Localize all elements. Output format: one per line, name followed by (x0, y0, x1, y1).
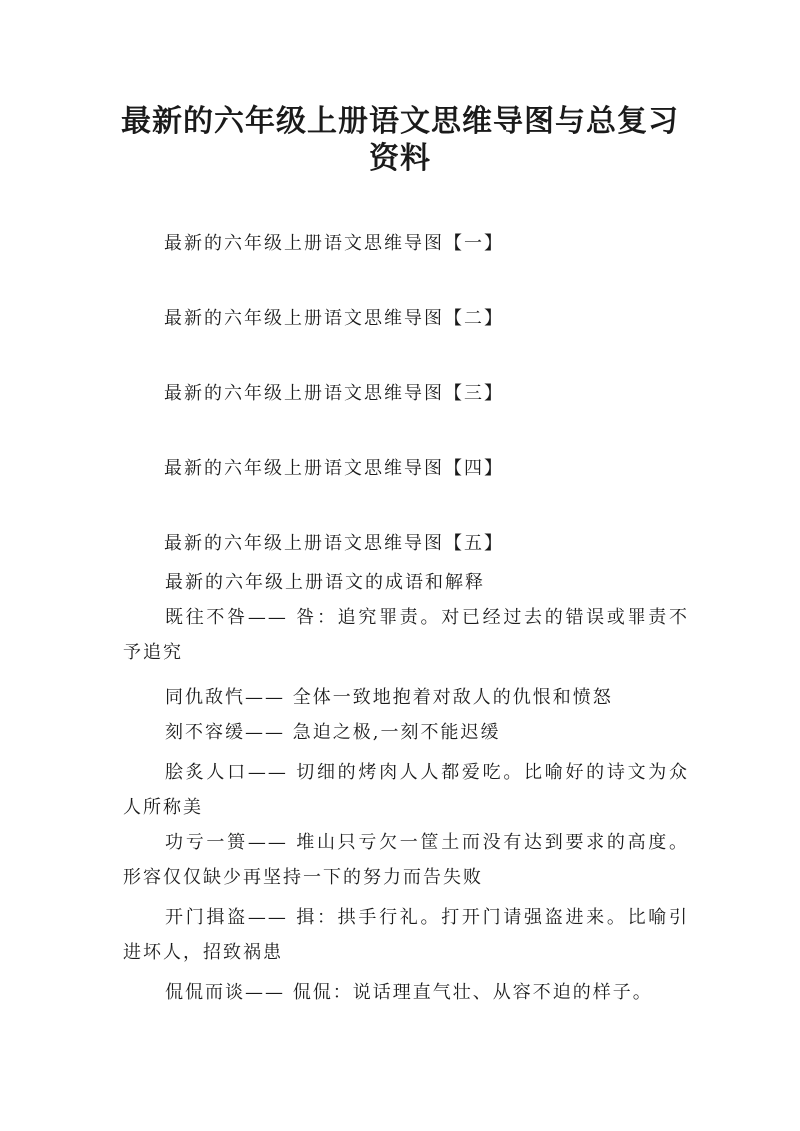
toc-item-3: 最新的六年级上册语文思维导图【三】 (164, 383, 504, 404)
idiom-entry: 脍炙人口—— 切细的烤肉人人都爱吃。比喻好的诗文为众人所称美 (123, 762, 689, 818)
idiom-entry: 既往不咎—— 咎：追究罪责。对已经过去的错误或罪责不予追究 (123, 607, 689, 663)
idiom-entry: 功亏一篑—— 堆山只亏欠一筐土而没有达到要求的高度。形容仅仅缺少再坚持一下的努力而告失败 (123, 832, 689, 888)
document-title-line-1: 最新的六年级上册语文思维导图与总复习 (121, 104, 679, 139)
toc-item-1: 最新的六年级上册语文思维导图【一】 (164, 233, 504, 254)
idiom-entry: 刻不容缓—— 急迫之极,一刻不能迟缓 (165, 722, 501, 743)
document-title-line-2: 资料 (369, 141, 431, 176)
toc-item-2: 最新的六年级上册语文思维导图【二】 (164, 308, 504, 329)
toc-item-4: 最新的六年级上册语文思维导图【四】 (164, 458, 504, 479)
section-heading-idioms: 最新的六年级上册语文的成语和解释 (165, 572, 485, 593)
idiom-entry: 侃侃而谈—— 侃侃：说话理直气壮、从容不迫的样子。 (165, 982, 653, 1003)
idiom-entry: 开门揖盗—— 揖：拱手行礼。打开门请强盗进来。比喻引进坏人，招致祸患 (123, 907, 689, 963)
toc-item-5: 最新的六年级上册语文思维导图【五】 (164, 533, 504, 554)
idiom-entry: 同仇敌忾—— 全体一致地抱着对敌人的仇恨和愤怒 (165, 687, 613, 708)
